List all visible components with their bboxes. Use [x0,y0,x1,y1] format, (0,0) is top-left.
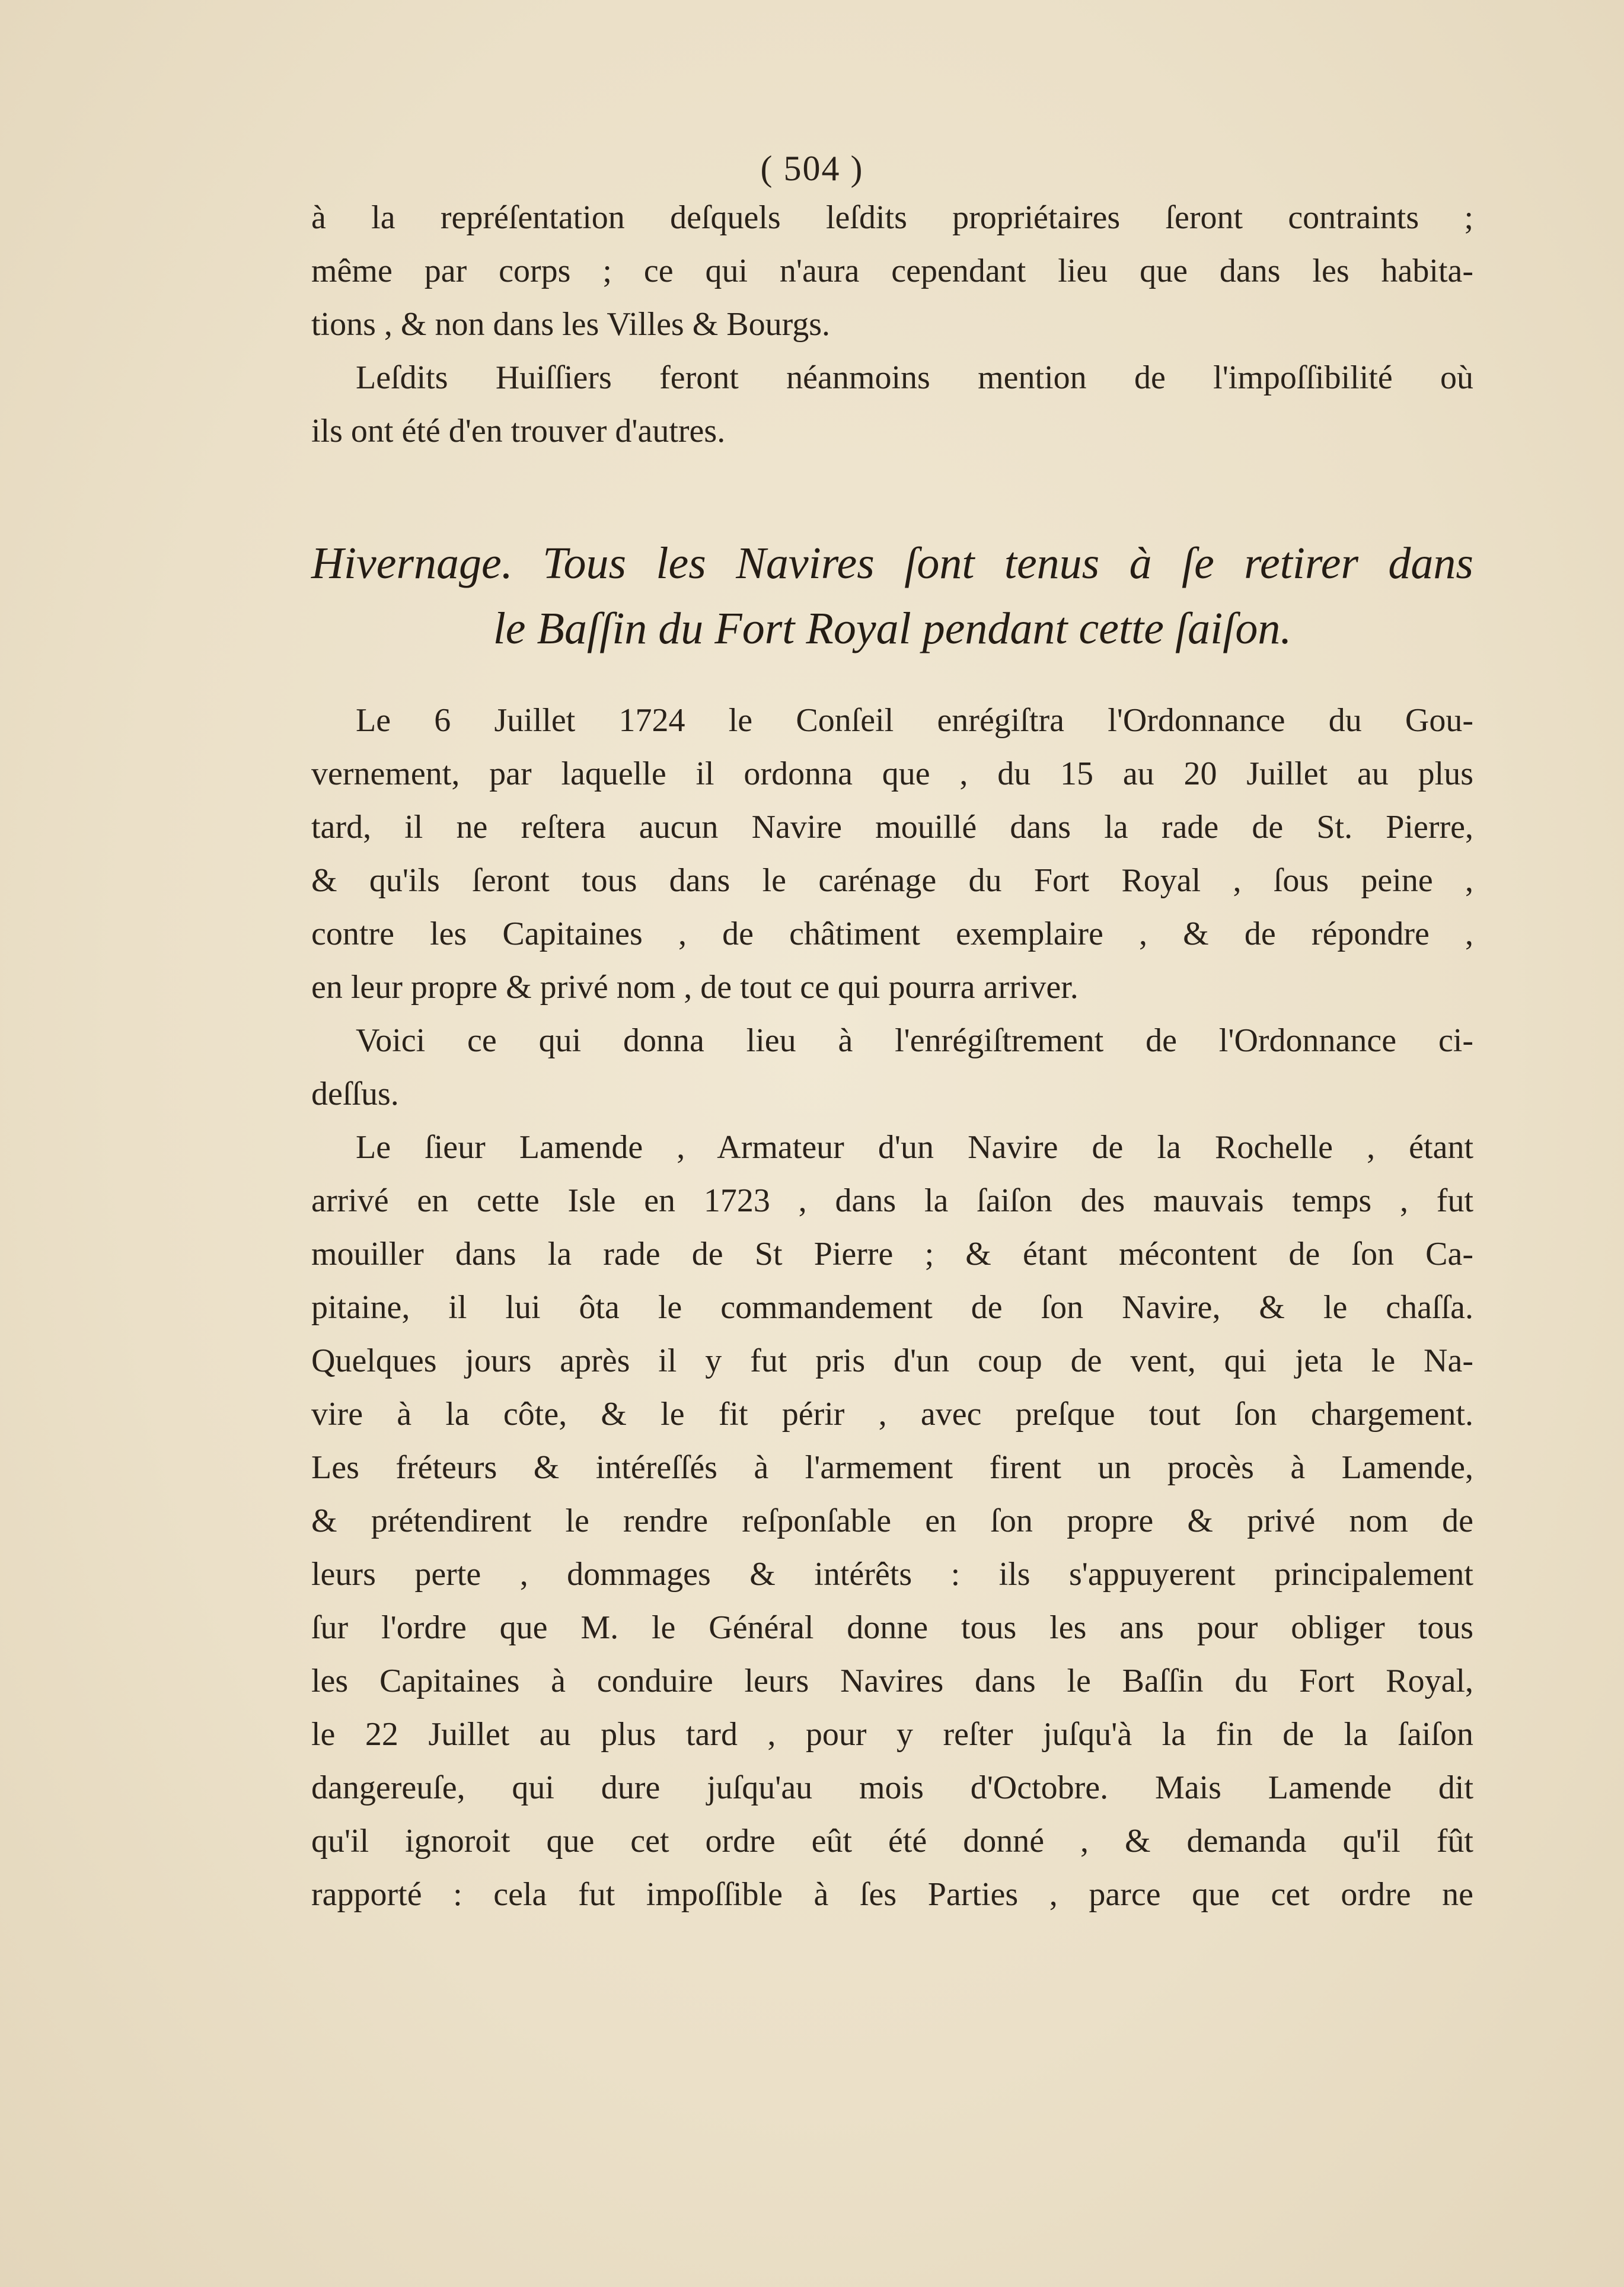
text-line: & qu'ils ſeront tous dans le carénage du Fort Royal , ſous peine , [311,862,1473,899]
text-line: & prétendirent le rendre reſponſable en ſon propre & privé nom de [311,1503,1473,1539]
text-line: Les fréteurs & intéreſſés à l'armement firent un procès à Lamende, [311,1449,1473,1486]
text-line: ſur l'ordre que M. le Général donne tous les ans pour obliger tous [311,1609,1473,1646]
text-line: deſſus. [311,1076,399,1112]
text-line: Le ſieur Lamende , Armateur d'un Navire de la Rochelle , étant [356,1129,1473,1166]
text-line: en leur propre & privé nom , de tout ce qui pourra arriver. [311,969,1079,1006]
text-line: Leſdits Huiſſiers feront néanmoins mention de l'impoſſibilité où [356,359,1473,396]
text-line: Quelques jours après il y fut pris d'un coup de vent, qui jeta le Na- [311,1342,1473,1379]
text-line: le 22 Juillet au plus tard , pour y reſter juſqu'à la fin de la ſaiſon [311,1716,1473,1753]
text-line: arrivé en cette Isle en 1723 , dans la ſaiſon des mauvais temps , fut [311,1182,1473,1219]
section-heading [311,531,1473,661]
paragraph-lamende [311,1121,1473,1921]
text-line: pitaine, il lui ôta le commandement de ſon Navire, & le chaſſa. [311,1289,1473,1326]
paragraph-ordonnance [311,694,1473,1014]
text-line: tions , & non dans les Villes & Bourgs. [311,306,831,343]
paragraph-huissiers [311,351,1473,458]
heading-line: Hivernage. Tous les Navires ſont tenus à ſe retirer dans [311,538,1473,588]
text-line: tard, il ne reſtera aucun Navire mouillé dans la rade de St. Pierre, [311,809,1473,846]
text-line: rapporté : cela fut impoſſible à ſes Parties , parce que cet ordre ne [311,1876,1473,1913]
text-line: qu'il ignoroit que cet ordre eût été donné , & demanda qu'il fût [311,1823,1473,1859]
text-line: contre les Capitaines , de châtiment exemplaire , & de répondre , [311,916,1473,952]
text-line: mouiller dans la rade de St Pierre ; & étant mécontent de ſon Ca- [311,1236,1473,1272]
page-number: ( 504 ) [760,149,864,188]
text-line: les Capitaines à conduire leurs Navires dans le Baſſin du Fort Royal, [311,1663,1473,1699]
text-line: vire à la côte, & le fit périr , avec preſque tout ſon chargement. [311,1396,1473,1433]
text-line: Voici ce qui donna lieu à l'enrégiſtrement de l'Ordonnance ci- [356,1022,1473,1059]
text-line: vernement, par laquelle il ordonna que , du 15 au 20 Juillet au plus [311,755,1473,792]
heading-line: le Baſſin du Fort Royal pendant cette ſaiſon. [493,604,1292,653]
text-line: ils ont été d'en trouver d'autres. [311,413,726,449]
text-block-top [311,191,1473,458]
text-line: dangereuſe, qui dure juſqu'au mois d'Octobre. Mais Lamende dit [311,1769,1473,1806]
text-line: Le 6 Juillet 1724 le Conſeil enrégiſtra l'Ordonnance du Gou- [356,702,1473,739]
text-line: à la repréſentation deſquels leſdits propriétaires ſeront contraints ; [311,199,1473,236]
text-line: même par corps ; ce qui n'aura cependant lieu que dans les habita- [311,253,1473,289]
paragraph-top [311,191,1473,351]
text-line: leurs perte , dommages & intérêts : ils s'appuyerent principalement [311,1556,1473,1593]
text-block-main [311,694,1473,1921]
paragraph-voici [311,1014,1473,1121]
